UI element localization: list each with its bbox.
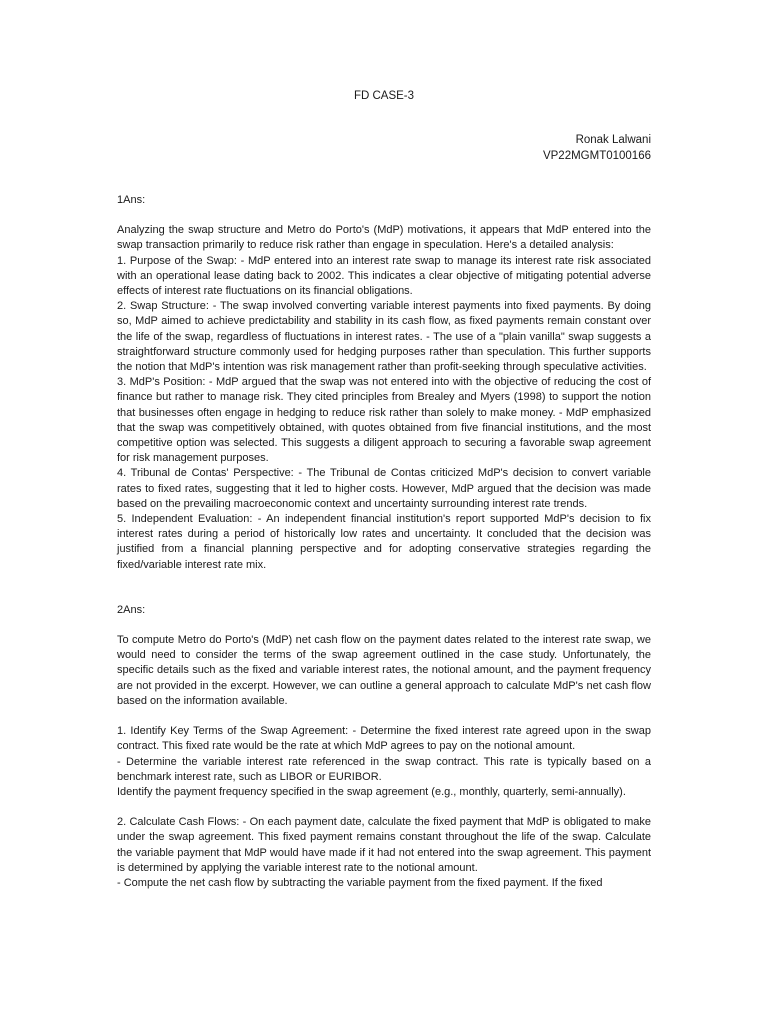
section2-heading: 2Ans: xyxy=(117,603,146,616)
section1-paragraph: 3. MdP's Position: - MdP argued that the swap was not entered into with the objective of reducing the cost of finance but rather to manage risk. They cited principles from Brealey and Myers (1998) to support the notion that businesses often engage in hedging to reduce risk rather than solely to make money. - MdP emphasized that the swap was competitively obtained, with quotes obtained from five financial institutions, and the most competitive option was selected. This suggests a diligent approach to securing a favorable swap agreement for risk management purposes. xyxy=(117,376,651,465)
section2-step1-line: 1. Identify Key Terms of the Swap Agreement: - Determine the fixed interest rate agreed upon in the swap contract. This fixed rate would be the rate at which MdP agrees to pay on the notional amount. xyxy=(117,725,651,753)
author-id: VP22MGMT0100166 xyxy=(542,149,651,162)
section2-step1-line: - Determine the variable interest rate referenced in the swap contract. This rate is typically based on a benchmark interest rate, such as LIBOR or EURIBOR. xyxy=(117,755,651,783)
section2-intro: To compute Metro do Porto's (MdP) net cash flow on the payment dates related to the interest rate swap, we would need to consider the terms of the swap agreement outlined in the case study. Unfortunately, the specific details such as the fixed and variable interest rates, the notional amount, and the payment frequency are not provided in the excerpt. However, we can outline a general approach to calculate MdP's net cash flow based on the information available. xyxy=(117,634,651,707)
author-name: Ronak Lalwani xyxy=(575,134,651,146)
author-block xyxy=(543,133,651,164)
section1-paragraph: 4. Tribunal de Contas' Perspective: - The Tribunal de Contas criticized MdP's decision to convert variable rates to fixed rates, suggesting that it led to higher costs. However, MdP argued that the decision was made based on the prevailing macroeconomic context and uncertainty surrounding interest rate trends. xyxy=(117,467,651,510)
document-title: FD CASE-3 xyxy=(353,90,415,102)
section2-step1-line: Identify the payment frequency specified in the swap agreement (e.g., monthly, quarterly, semi-annually). xyxy=(117,785,626,798)
section1-paragraph: 1. Purpose of the Swap: - MdP entered into an interest rate swap to manage its interest rate risk associated with an operational lease dating back to 2002. This indicates a clear objective of mitigating potential adverse effects of interest rate fluctuations on its financial obligations. xyxy=(117,254,651,298)
section1-paragraph: 5. Independent Evaluation: - An independent financial institution's report supported MdP's decision to fix interest rates during a period of historically low rates and uncertainty. It concluded that the decision was justified from a financial planning perspective and for adopting conservative strategies regarding the fixed/variable interest rate mix. xyxy=(117,513,651,571)
document-body xyxy=(117,193,651,891)
section2-step2-line: - Compute the net cash flow by subtracting the variable payment from the fixed payment. If the fixed xyxy=(117,876,603,889)
section1-paragraph: Analyzing the swap structure and Metro do Porto's (MdP) motivations, it appears that MdP entered into the swap transaction primarily to reduce risk rather than engage in speculation. Here's a detailed analysis: xyxy=(117,224,651,252)
section1-heading: 1Ans: xyxy=(117,194,146,206)
section2-step2-line: 2. Calculate Cash Flows: - On each payment date, calculate the fixed payment that MdP is obligated to make under the swap agreement. This fixed payment remains constant throughout the life of the swap. Calculate the variable payment that MdP would have made if it had not entered into the swap agreement. This payment is determined by applying the variable interest rate to the notional amount. xyxy=(117,816,651,874)
section1-paragraph: 2. Swap Structure: - The swap involved converting variable interest payments into fixed payments. By doing so, MdP aimed to achieve predictability and stability in its cash flow, as fixed payments remain constant over the life of the swap, regardless of fluctuations in interest rates. - The use of a "plain vanilla" swap suggests a straightforward structure commonly used for hedging purposes rather than speculation. This further supports the notion that MdP's intention was risk management rather than profit-seeking through speculative activities. xyxy=(117,300,651,374)
